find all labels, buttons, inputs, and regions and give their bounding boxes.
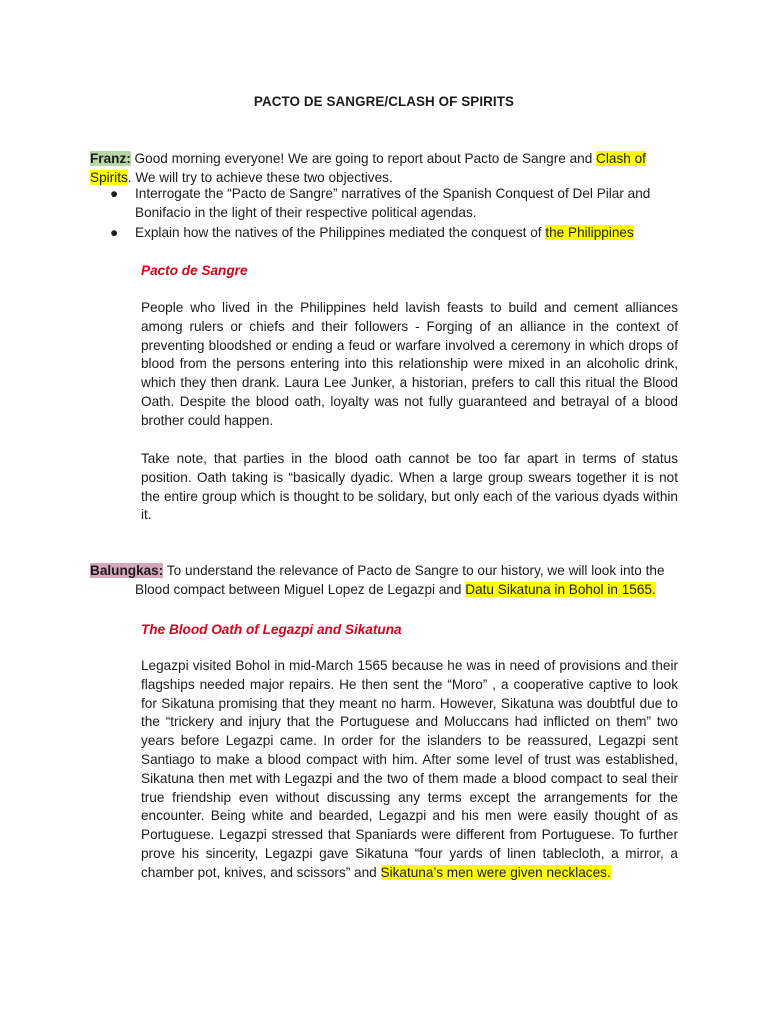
objective-text: Interrogate the “Pacto de Sangre” narratives of the Spanish Conquest of Del Pilar and Bonifacio in the light of their respective political agendas. <box>135 186 651 220</box>
list-item <box>90 185 662 223</box>
section-heading-legazpi: The Blood Oath of Legazpi and Sikatuna <box>141 622 402 637</box>
bullet-icon: ● <box>110 186 119 201</box>
legazpi-text: Legazpi visited Bohol in mid-March 1565 because he was in need of provisions and their flagships needed major repairs. He then sent the “Moro” , a cooperative captive to look for Sikatuna promising that they meant no harm. However, Sikatuna was doubtful due to the “trickery and injury that the Portuguese and Moluccans had inflicted on them” two years before Legazpi came. In order for the islanders to be reassured, Legazpi sent Santiago to make a blood compact with him. After some level of trust was established, Sikatuna then met with Legazpi and the two of them made a blood compact to seal their true friendship even without discussing any terms except the arrangements for the encounter. Being white and bearded, Legazpi and his men were easily thought of as Portuguese. Legazpi stressed that Spaniards were different from Portuguese. To further prove his sincerity, Legazpi gave Sikatuna “four yards of linen tablecloth, a mirror, a chamber pot, knives, and scissors” and <box>141 658 678 880</box>
speaker-label-balungkas: Balungkas: <box>90 563 164 578</box>
objective-text: Explain how the natives of the Philippines mediated the conquest of <box>135 224 546 240</box>
franz-text-2: . We will try to achieve these two objectives. <box>127 169 393 185</box>
paragraph-pacto-2: Take note, that parties in the blood oath cannot be too far apart in terms of status position. Oath taking is “basically dyadic. When a large group swears together it is not the entire group which is thought to be solidary, but only each of the various dyads within it. <box>141 451 678 523</box>
balungkas-highlight: Datu Sikatuna in Bohol in 1565. <box>465 581 656 597</box>
franz-intro <box>90 150 662 188</box>
paragraph-pacto-1: People who lived in the Philippines held lavish feasts to build and cement alliances among rulers or chiefs and their followers - Forging of an alliance in the context of preventing bloodshed or ending a feud or warfare involved a ceremony in which drops of blood from the persons entering into this relationship were mixed in an alcoholic drink, which they then drank. Laura Lee Junker, a historian, prefers to call this ritual the Blood Oath. Despite the blood oath, loyalty was not fully guaranteed and betrayal of a blood brother could happen. <box>141 300 678 428</box>
list-item <box>90 224 662 243</box>
balungkas-text-1: To understand the relevance of Pacto de Sangre to our history, we will look into the <box>163 563 665 578</box>
paragraph-legazpi <box>141 657 678 883</box>
legazpi-highlight: Sikatuna’s men were given necklaces. <box>380 864 611 880</box>
franz-highlight: Clash of Spirits <box>90 151 646 185</box>
objective-highlight: the Philippines <box>545 224 634 240</box>
page-title: PACTO DE SANGRE/CLASH OF SPIRITS <box>253 94 515 109</box>
franz-text-1: Good morning everyone! We are going to report about Pacto de Sangre and <box>130 151 597 166</box>
section-heading-pacto: Pacto de Sangre <box>141 263 248 278</box>
speaker-label-franz: Franz: <box>90 151 131 166</box>
objectives-list <box>90 185 662 242</box>
balungkas-line-2 <box>90 581 690 600</box>
balungkas-intro <box>90 562 690 600</box>
balungkas-text-2: Blood compact between Miguel Lopez de Legazpi and <box>135 581 466 597</box>
bullet-icon: ● <box>110 224 119 240</box>
